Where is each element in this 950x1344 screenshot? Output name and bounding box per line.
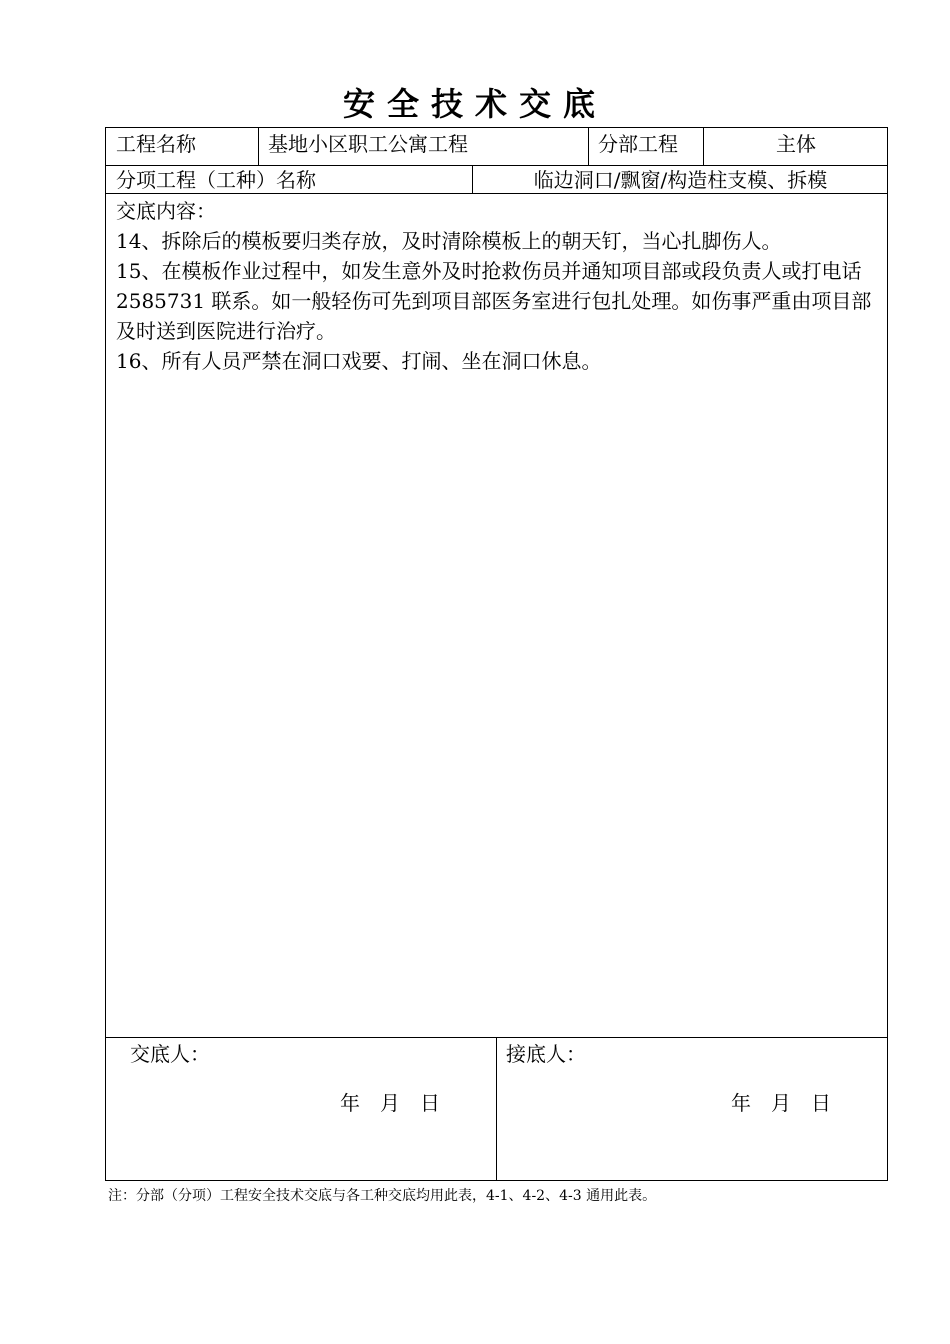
disclosure-form-table [105,127,888,1181]
receiver-label: 接底人： [506,1042,586,1066]
division-label: 分部工程 [598,132,678,156]
content-item: 14、拆除后的模板要归类存放，及时清除模板上的朝天钉，当心扎脚伤人。 [116,229,782,253]
content-item: 15、在模板作业过程中，如发生意外及时抢救伤员并通知项目部或段负责人或打电话 2585731 联系。如一般轻伤可先到项目部医务室进行包扎处理。如伤事严重由项目部及时送到医院进行治疗。 [116,259,872,343]
discloser-label: 交底人： [130,1042,210,1066]
discloser-date: 年 月 日 [340,1091,440,1115]
project-name-value: 基地小区职工公寓工程 [268,132,468,156]
project-name-label: 工程名称 [116,132,196,156]
subitem-value: 临边洞口/飘窗/构造柱支模、拆模 [533,168,828,192]
col-divider [588,128,589,165]
content-item: 16、所有人员严禁在洞口戏要、打闹、坐在洞口休息。 [116,349,602,373]
footnote: 注：分部（分项）工程安全技术交底与各工种交底均用此表，4-1、4-2、4-3 通用此表。 [108,1188,657,1204]
document-title: 安全技术交底 [342,85,607,123]
receiver-date: 年 月 日 [731,1091,831,1115]
col-divider [496,1037,497,1181]
subitem-label: 分项工程（工种）名称 [116,168,316,192]
disclosure-content [116,196,884,376]
col-divider [258,128,259,165]
content-label: 交底内容： [116,199,216,223]
division-value: 主体 [776,132,816,156]
